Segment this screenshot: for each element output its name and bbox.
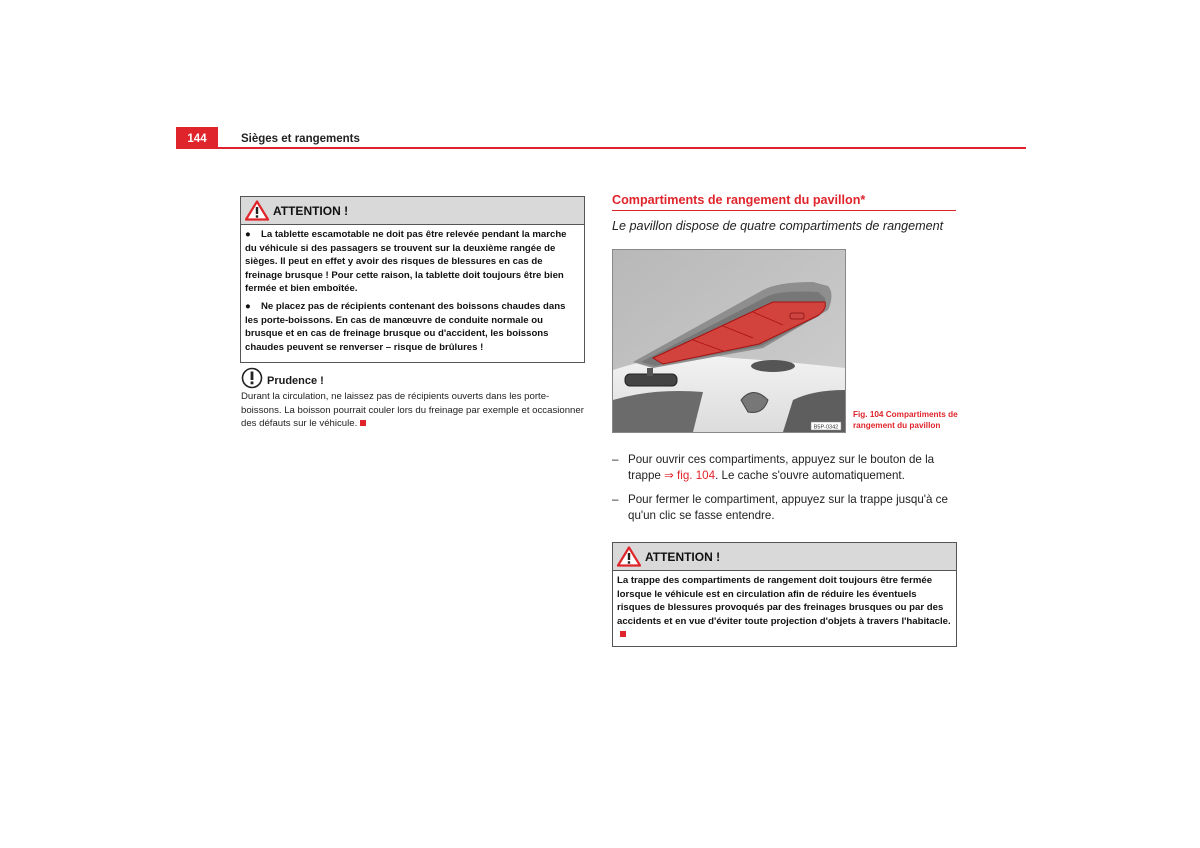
attention-item: ● La tablette escamotable ne doit pas être relevée pendant la marche du véhicule si des passagers se trouvent sur la deuxième rangée de sièges. Il peut en effet y avoir des risques de blessures en cas de freinage brusque ! Pour cette raison, la tablette doit toujours être bien fermée et bien emboîtée. bbox=[245, 229, 567, 295]
step-text: Pour ouvrir ces compartiments, appuyez sur le bouton de la trappe ⇒ fig. 104. Le cache s'ouvre automatiquement. bbox=[628, 453, 935, 482]
dash-marker: – bbox=[612, 493, 619, 506]
header-rule bbox=[176, 147, 1026, 149]
bullet-icon: ● bbox=[245, 229, 251, 240]
instruction-step bbox=[612, 492, 962, 523]
prudence-title: Prudence ! bbox=[267, 375, 324, 387]
attention-header bbox=[613, 543, 956, 571]
running-header-title: Sièges et rangements bbox=[241, 133, 360, 145]
figure-roof-compartments bbox=[612, 249, 846, 433]
attention-title: ATTENTION ! bbox=[645, 550, 721, 564]
step-text: Pour fermer le compartiment, appuyez sur la trappe jusqu'à ce qu'un clic se fasse entendre. bbox=[628, 493, 948, 522]
attention-text: La trappe des compartiments de rangement doit toujours être fermée lorsque le véhicule est en circulation afin de réduire les éventuels risques de blessures provoqués par des freinages brusques ou par des accidents et en vue d'éviter toute projection d'objets à travers l'habitacle. bbox=[617, 574, 952, 642]
warning-triangle-icon bbox=[617, 546, 641, 567]
attention-body bbox=[613, 571, 956, 646]
attention-item: ● Ne placez pas de récipients contenant des boissons chaudes dans les porte-boissons. En cas de manœuvre de conduite normale ou brusque et en cas de freinage brusque ou d'accident, les boissons chaudes peuvent se renverser – risque de brûlures ! bbox=[245, 300, 566, 353]
instruction-step bbox=[612, 452, 962, 483]
section-subtitle: Le pavillon dispose de quatre compartiments de rangement bbox=[612, 219, 944, 233]
attention-box-right bbox=[612, 542, 957, 647]
attention-box-left bbox=[240, 196, 585, 363]
warning-triangle-icon bbox=[245, 200, 269, 221]
page-number: 144 bbox=[176, 127, 218, 148]
end-of-section-icon bbox=[360, 420, 366, 426]
bullet-icon: ● bbox=[245, 300, 251, 312]
figure-code: B5P-0342 bbox=[813, 424, 839, 431]
figure-caption: Fig. 104 Compartiments de rangement du pavillon bbox=[853, 410, 958, 430]
section-title-rule bbox=[612, 210, 956, 211]
caution-exclamation-icon bbox=[241, 367, 263, 389]
section-title: Compartiments de rangement du pavillon* bbox=[612, 193, 866, 207]
dash-marker: – bbox=[612, 453, 619, 466]
end-of-section-icon bbox=[620, 631, 626, 637]
figure-reference-link[interactable]: ⇒ fig. 104 bbox=[664, 468, 716, 482]
attention-header bbox=[241, 197, 584, 225]
attention-body bbox=[241, 225, 584, 362]
attention-title: ATTENTION ! bbox=[273, 204, 349, 218]
roof-console-illustration bbox=[613, 250, 845, 432]
prudence-text: Durant la circulation, ne laissez pas de récipients ouverts dans les porte-boissons. La boisson pourrait couler lors du freinage par exemple et occasionner des défauts sur le véhicule. bbox=[241, 391, 584, 430]
